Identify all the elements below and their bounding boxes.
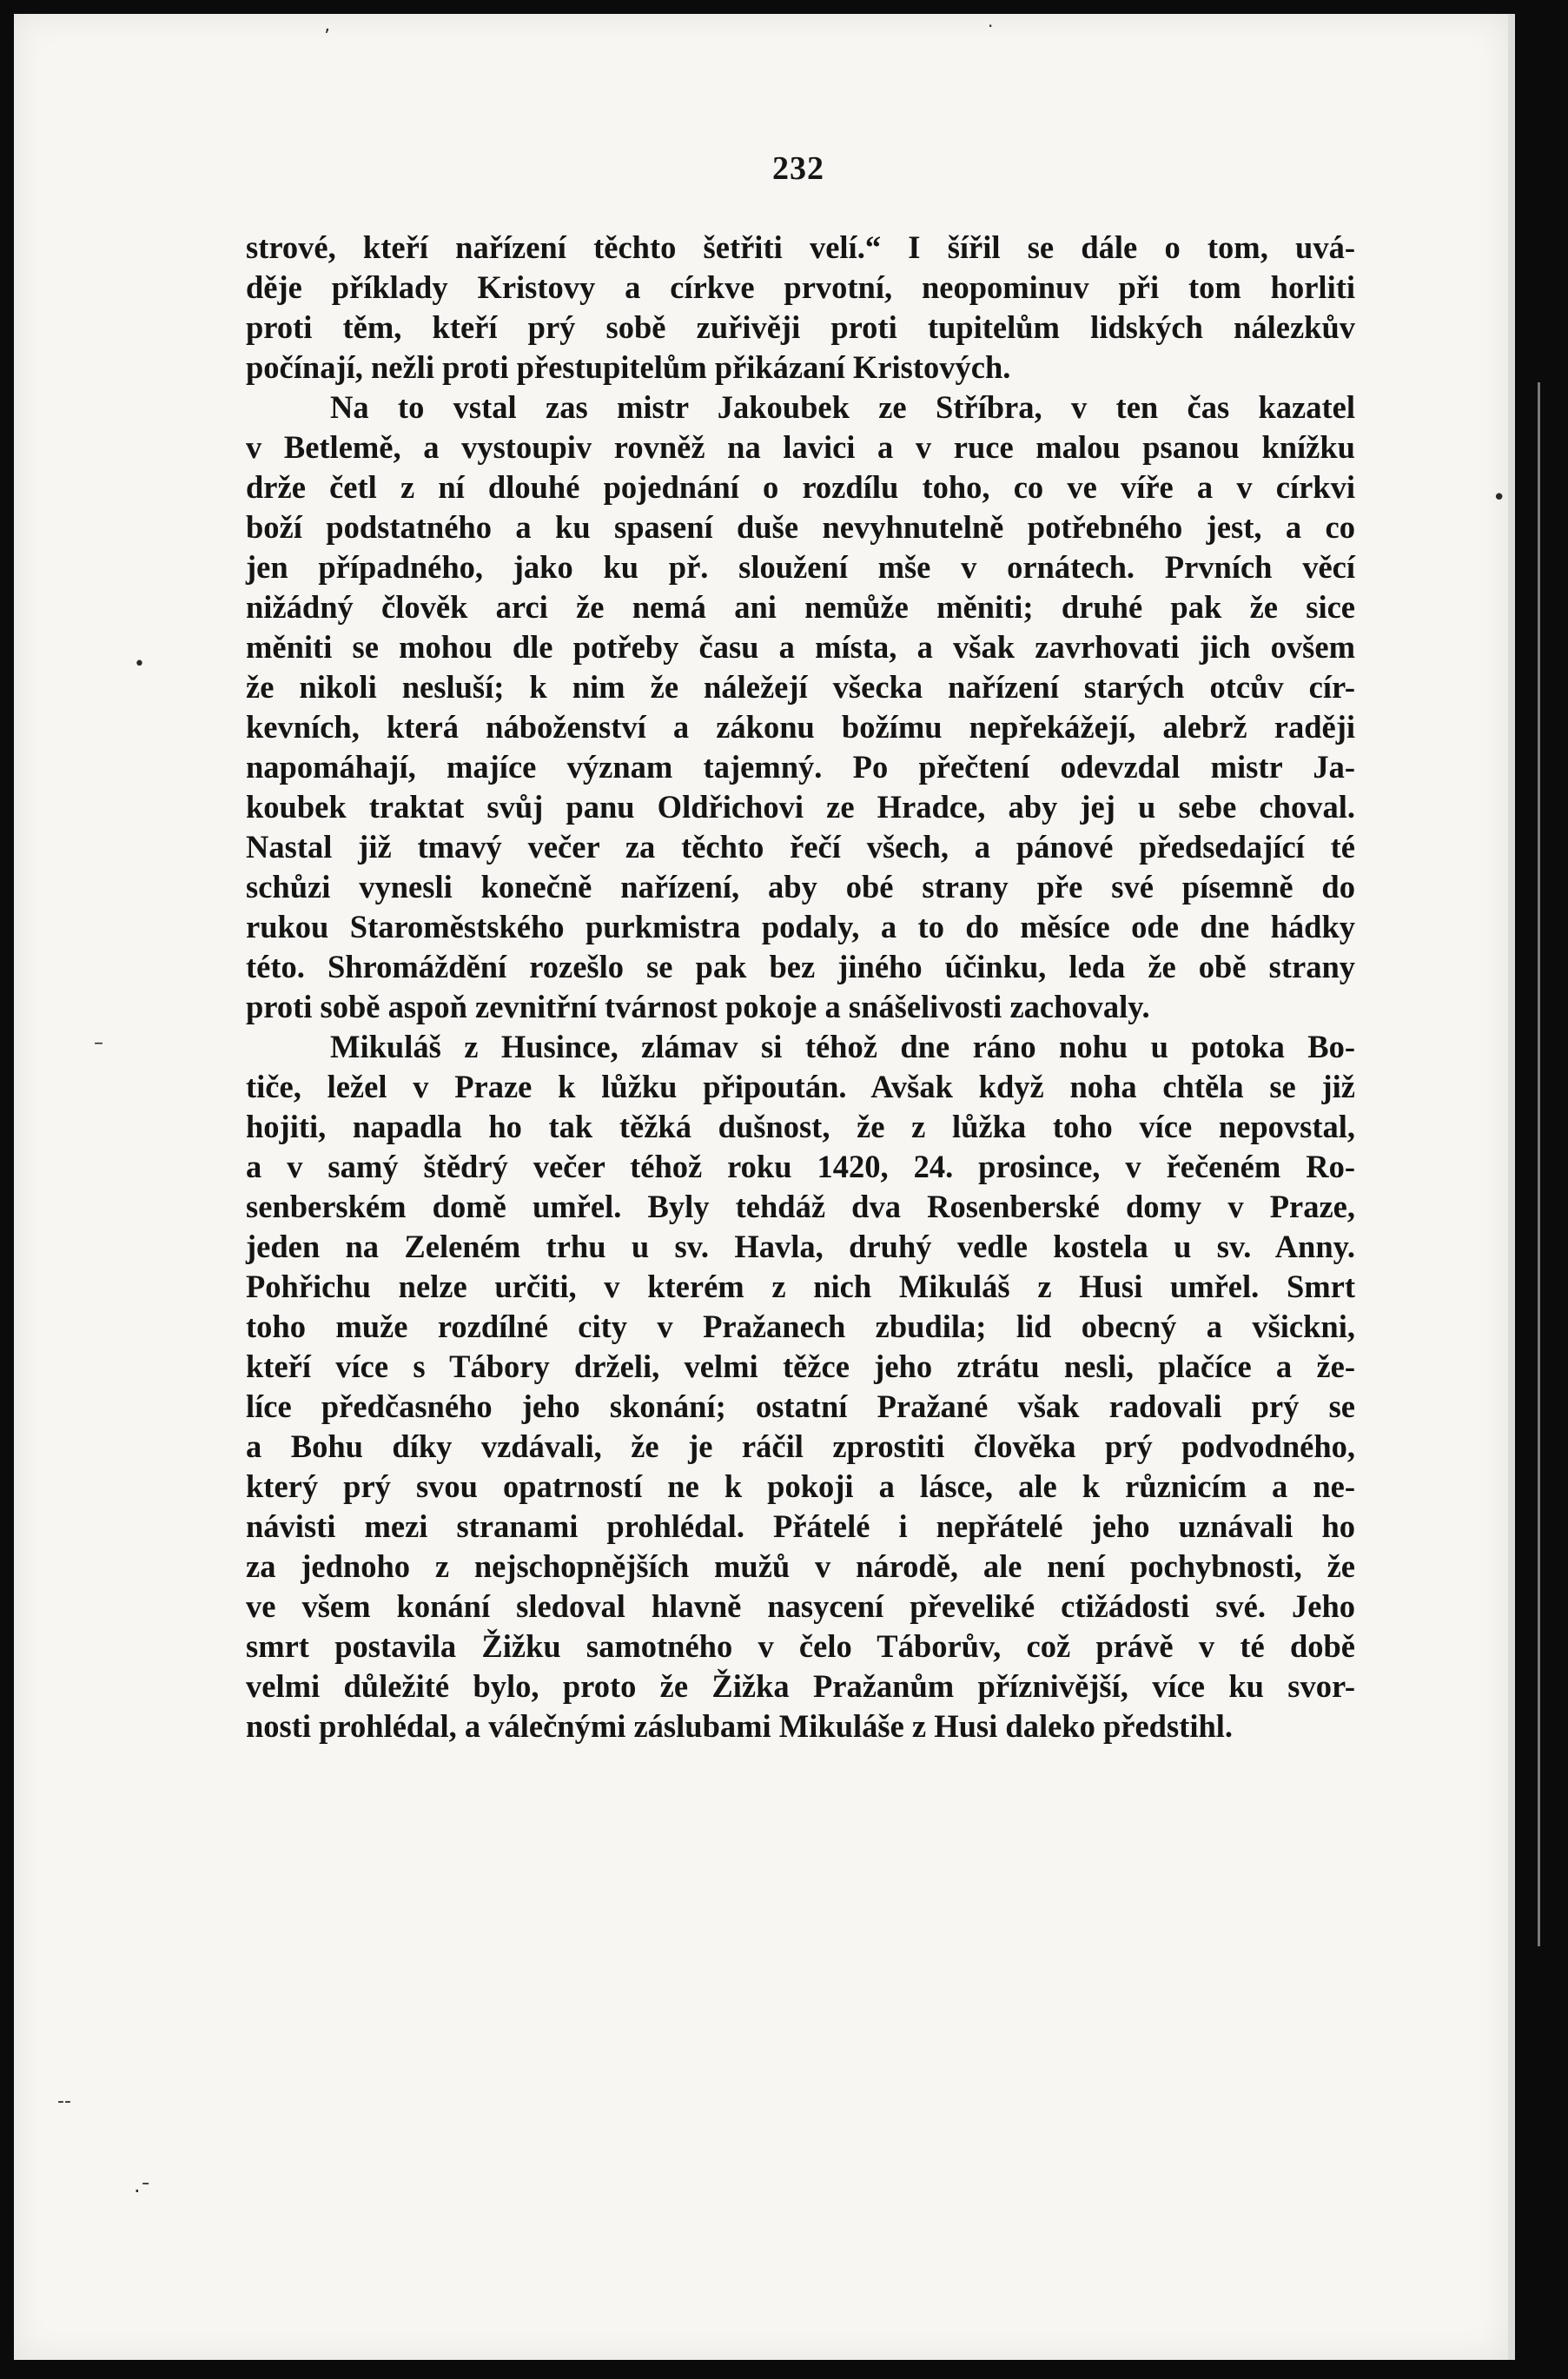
- text-line: nosti prohlédal, a válečnými záslubami Mikuláše z Husi daleko předstihl.: [246, 1708, 1234, 1744]
- text-line: v Betlemě, a vystoupiv rovněž na lavici a v ruce malou psanou knížku: [246, 429, 1355, 465]
- text-line: Mikuláš z Husince, zlámav si téhož dne ráno nohu u potoka Bo-: [330, 1029, 1355, 1064]
- text-line: ve všem konání sledoval hlavně nasycení převeliké ctižádosti své. Jeho: [246, 1588, 1355, 1624]
- scan-speck: ·: [988, 16, 994, 36]
- text-line: nižádný člověk arci že nemá ani nemůže měniti; druhé pak že sice: [246, 589, 1355, 625]
- text-line: drže četl z ní dlouhé pojednání o rozdílu toho, co ve víře a v církvi: [246, 469, 1355, 505]
- text-line: Nastal již tmavý večer za těchto řečí všech, a pánové předsedající té: [246, 829, 1355, 865]
- text-line: rukou Staroměstského purkmistra podaly, a to do měsíce ode dne hádky: [246, 909, 1355, 944]
- text-line: tiče, ležel v Praze k lůžku připoután. Avšak když noha chtěla se již: [246, 1069, 1355, 1104]
- text-line: který prý svou opatrností ne k pokoji a lásce, ale k různicím a ne-: [246, 1468, 1355, 1504]
- text-line: Na to vstal zas mistr Jakoubek ze Stříbra, v ten čas kazatel: [330, 389, 1355, 425]
- page-edge-shadow: [1538, 382, 1540, 1946]
- text-line: senberském domě umřel. Byly tehdáž dva Rosenberské domy v Praze,: [246, 1189, 1355, 1224]
- text-line: napomáhají, majíce význam tajemný. Po přečtení odevzdal mistr Ja-: [246, 749, 1355, 785]
- text-line: líce předčasného jeho skonání; ostatní Pražané však radovali prý se: [246, 1388, 1355, 1424]
- text-line: proti sobě aspoň zevnitřní tvárnost pokoje a snášelivosti zachovaly.: [246, 989, 1150, 1024]
- scan-speck: ʼ: [324, 26, 330, 48]
- text-line: a Bohu díky vzdávali, že je ráčil zprostiti člověka prý podvodného,: [246, 1428, 1355, 1464]
- text-line: koubek traktat svůj panu Oldřichovi ze Hradce, aby jej u sebe choval.: [246, 789, 1355, 825]
- text-line: smrt postavila Žižku samotného v čelo Táborův, což právě v té době: [246, 1628, 1355, 1664]
- text-line: jeden na Zeleném trhu u sv. Havla, druhý vedle kostela u sv. Anny.: [246, 1229, 1355, 1264]
- text-line: boží podstatného a ku spasení duše nevyhnutelně potřebného jest, a co: [246, 509, 1355, 545]
- page-number: 232: [772, 150, 824, 187]
- scan-speck: --: [57, 2091, 71, 2112]
- text-line: kteří více s Tábory drželi, velmi těžce jeho ztrátu nesli, plačíce a že-: [246, 1349, 1355, 1384]
- text-line: schůzi vynesli konečně nařízení, aby obé strany pře své písemně do: [246, 869, 1355, 905]
- text-line: za jednoho z nejschopnějších mužů v národě, ale není pochybnosti, že: [246, 1548, 1355, 1584]
- text-line: děje příklady Kristovy a církve prvotní, neopominuv při tom horliti: [246, 269, 1355, 305]
- text-line: a v samý štědrý večer téhož roku 1420, 24. prosince, v řečeném Ro-: [246, 1149, 1355, 1184]
- text-line: strové, kteří nařízení těchto šetřiti velí.“ I šířil se dále o tom, uvá-: [246, 229, 1355, 265]
- text-line: velmi důležité bylo, proto že Žižka Pražanům příznivější, více ku svor-: [246, 1668, 1355, 1704]
- text-line: měniti se mohou dle potřeby času a místa, a však zavrhovati jich ovšem: [246, 629, 1355, 665]
- text-line: toho muže rozdílné city v Pražanech zbudila; lid obecný a všickni,: [246, 1309, 1355, 1344]
- body-text: [246, 228, 1355, 1746]
- text-line: jen případného, jako ku př. sloužení mše v ornátech. Prvních věcí: [246, 549, 1355, 585]
- scan-speck: •: [134, 653, 145, 675]
- text-line: že nikoli nesluší; k nim že náležejí všecka nařízení starých otcův cír-: [246, 669, 1355, 705]
- text-line: Pohřichu nelze určiti, v kterém z nich Mikuláš z Husi umřel. Smrt: [246, 1269, 1355, 1304]
- text-line: této. Shromáždění rozešlo se pak bez jiného účinku, leda že obě strany: [246, 949, 1355, 984]
- text-line: počínají, nežli proti přestupitelům přikázaní Kristových.: [246, 349, 1011, 385]
- scan-speck: –: [94, 1032, 103, 1054]
- text-line: hojiti, napadla ho tak těžká dušnost, že z lůžka toho více nepovstal,: [246, 1109, 1355, 1144]
- page-edge: [1508, 14, 1515, 2360]
- text-line: kevních, která náboženství a zákonu božímu nepřekážejí, alebrž raději: [246, 709, 1355, 745]
- scan-speck: ·ˉ: [134, 2179, 151, 2203]
- text-line: proti těm, kteří prý sobě zuřivěji proti tupitelům lidských nálezkův: [246, 309, 1355, 345]
- text-line: návisti mezi stranami prohlédal. Přátelé i nepřátelé jeho uznávali ho: [246, 1508, 1355, 1544]
- scan-speck: •: [1492, 485, 1506, 511]
